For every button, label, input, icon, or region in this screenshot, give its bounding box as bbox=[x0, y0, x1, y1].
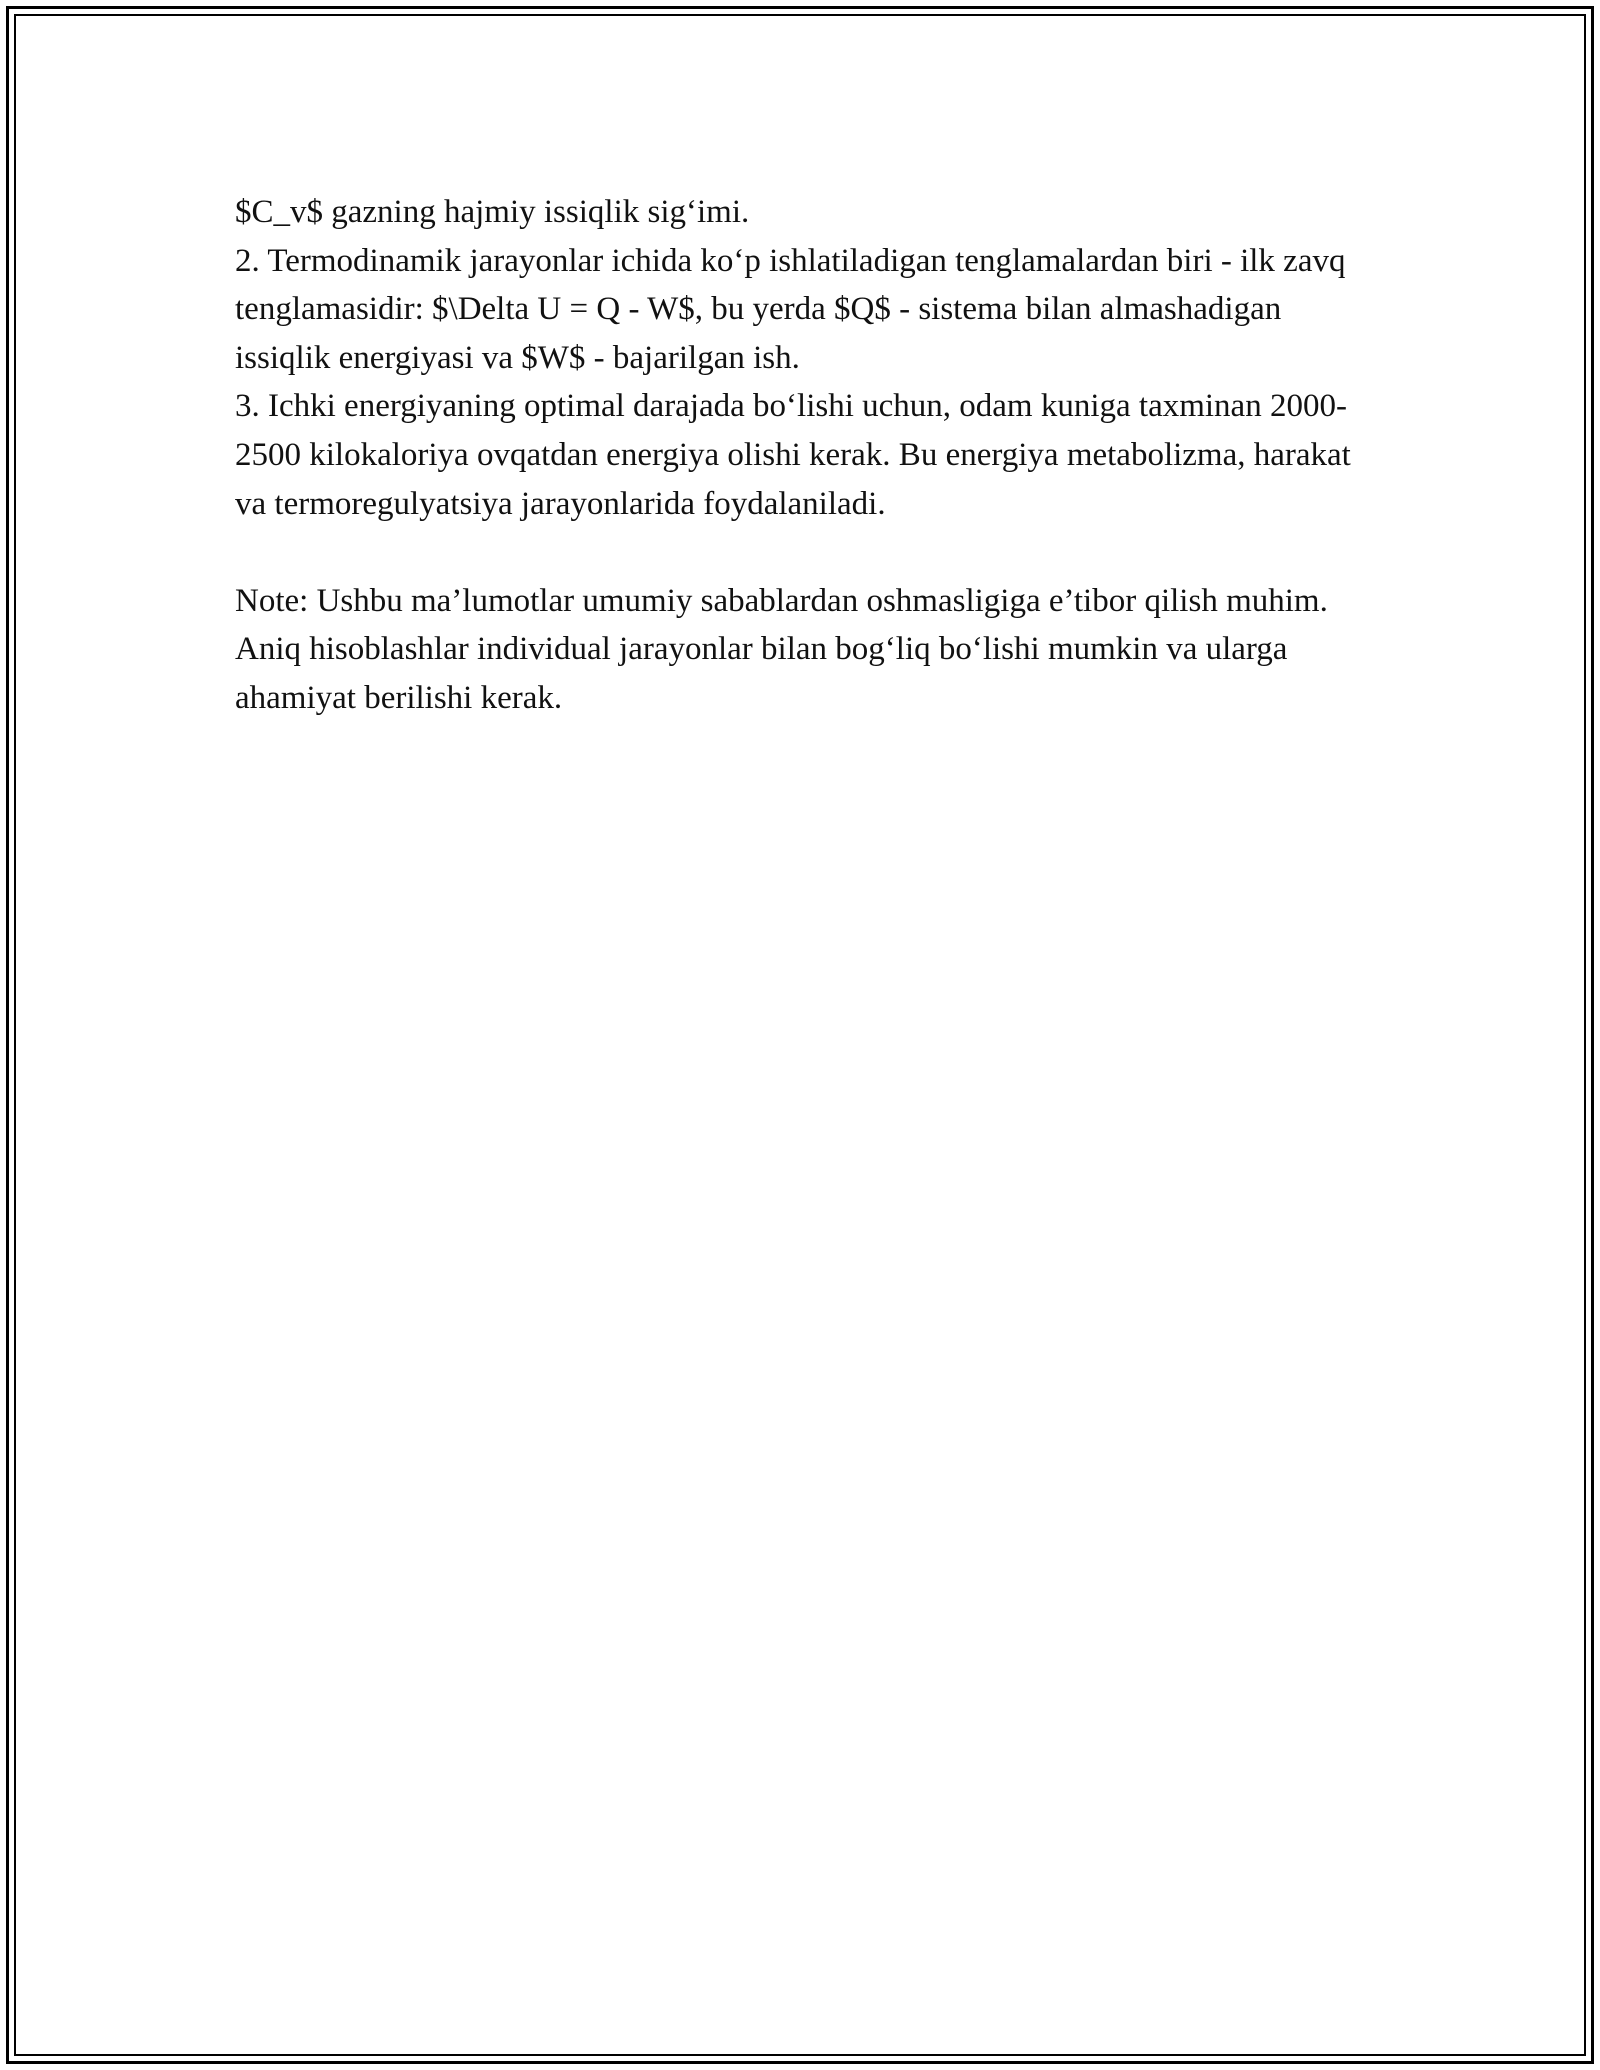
document-body bbox=[235, 188, 1365, 723]
paragraph-item-3: 3. Ichki energiyaning optimal darajada bo‘lishi uchun, odam kuniga taxminan 2000-2500 kilokaloriya ovqatdan energiya olishi kerak. Bu energiya metabolizma, harakat va termoregulyatsiya jarayonlarida foydalaniladi. bbox=[235, 388, 1351, 522]
paragraph-cv-definition: $C_v$ gazning hajmiy issiqlik sig‘imi. bbox=[235, 194, 750, 230]
paragraph-item-2: 2. Termodinamik jarayonlar ichida ko‘p ishlatiladigan tenglamalardan biri - ilk zavq tenglamasidir: $\Delta U = Q - W$, bu yerda $Q$ - sistema bilan almashadigan issiqlik energiyasi va $W$ - bajarilgan ish. bbox=[235, 242, 1346, 376]
paragraph-spacer bbox=[235, 528, 1365, 577]
paragraph-note: Note: Ushbu ma’lumotlar umumiy sabablardan oshmasligiga e’tibor qilish muhim. Aniq hisoblashlar individual jarayonlar bilan bog‘liq bo‘lishi mumkin va ularga ahamiyat berilishi kerak. bbox=[235, 582, 1328, 716]
